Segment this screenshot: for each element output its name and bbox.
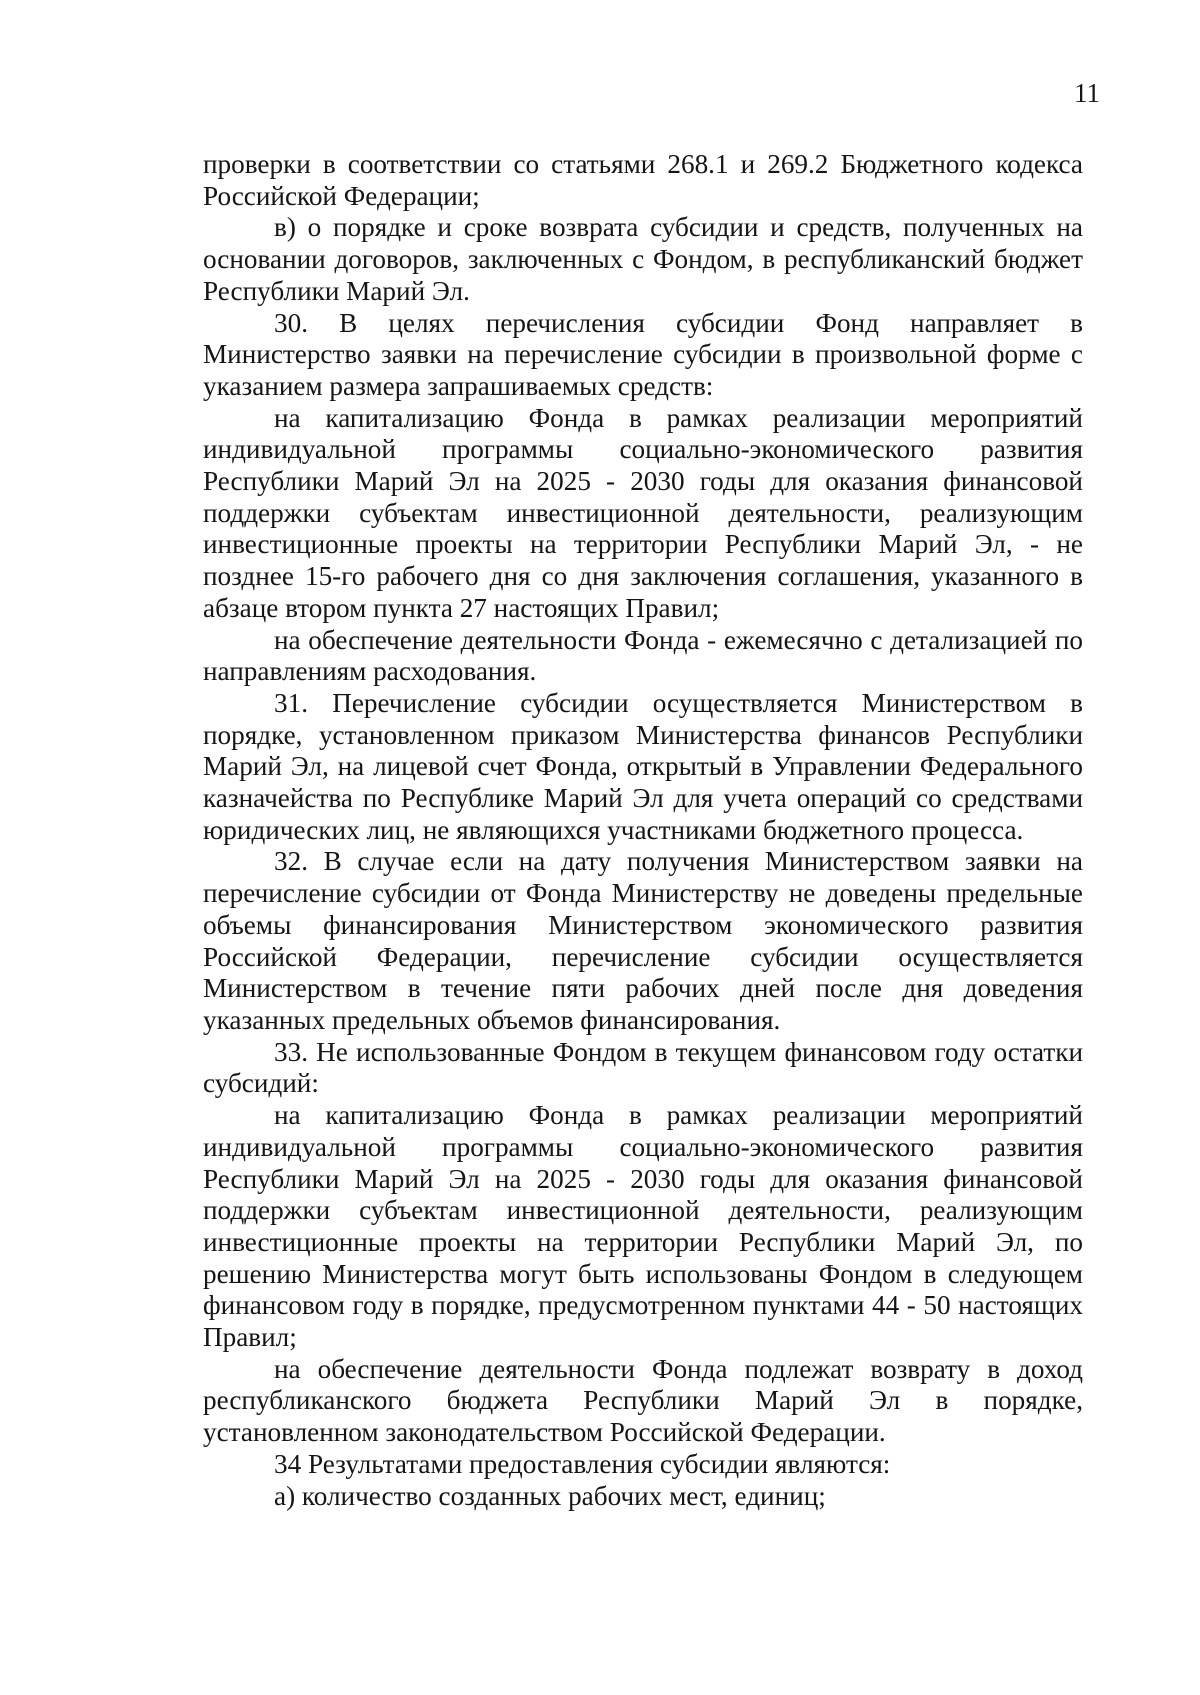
paragraph-subsidy-return-order: в) о порядке и сроке возврата субсидии и средств, полученных на основании договоров, заключенных с Фондом, в республиканский бюджет Республики Марий Эл. [203, 212, 1083, 306]
paragraph-item-32: 32. В случае если на дату получения Министерством заявки на перечисление субсидии от Фонда Министерству не доведены предельные объемы финансирования Министерством экономического развития Российской Федерации, перечисление субсидии осуществляется Министерством в течение пяти рабочих дней после дня доведения указанных предельных объемов финансирования. [203, 846, 1083, 1035]
paragraph-item-30: 30. В целях перечисления субсидии Фонд направляет в Министерство заявки на перечисление субсидии в произвольной форме с указанием размера запрашиваемых средств: [203, 307, 1083, 401]
paragraph-checks-continuation: проверки в соответствии со статьями 268.1 и 269.2 Бюджетного кодекса Российской Федерации; [203, 149, 1083, 211]
paragraph-capitalization-deadline: на капитализацию Фонда в рамках реализации мероприятий индивидуальной программы социально-экономического развития Республики Марий Эл на 2025 - 2030 годы для оказания финансовой поддержки субъектам инвестиционной деятельности, реализующим инвестиционные проекты на территории Республики Марий Эл, - не позднее 15-го рабочего дня со дня заключения соглашения, указанного в абзаце втором пункта 27 настоящих Правил; [203, 402, 1083, 623]
list-item-a: а) количество созданных рабочих мест, единиц; [274, 1480, 826, 1511]
paragraph-operations-monthly: на обеспечение деятельности Фонда - ежемесячно с детализацией по направлениям расходования. [203, 624, 1083, 687]
paragraph-item-33: 33. Не использованные Фондом в текущем финансовом году остатки субсидий: [203, 1036, 1083, 1099]
paragraph-operations-return: на обеспечение деятельности Фонда подлежат возврату в доход республиканского бюджета Республики Марий Эл в порядке, установленном законодательством Российской Федерации. [203, 1353, 1083, 1448]
page-number: 11 [1074, 78, 1100, 108]
paragraph-item-31: 31. Перечисление субсидии осуществляется Министерством в порядке, установленном приказом Министерства финансов Республики Марий Эл, на лицевой счет Фонда, открытый в Управлении Федерального казначейства по Республике Марий Эл для учета операций со средствами юридических лиц, не являющихся участниками бюджетного процесса. [203, 687, 1083, 845]
document-body [203, 149, 1083, 1512]
paragraph-item-34: 34 Результатами предоставления субсидии являются: [274, 1448, 891, 1479]
paragraph-capitalization-remainders: на капитализацию Фонда в рамках реализации мероприятий индивидуальной программы социально-экономического развития Республики Марий Эл на 2025 - 2030 годы для оказания финансовой поддержки субъектам инвестиционной деятельности, реализующим инвестиционные проекты на территории Республики Марий Эл, по решению Министерства могут быть использованы Фондом в следующем финансовом году в порядке, предусмотренном пунктами 44 - 50 настоящих Правил; [203, 1100, 1083, 1353]
